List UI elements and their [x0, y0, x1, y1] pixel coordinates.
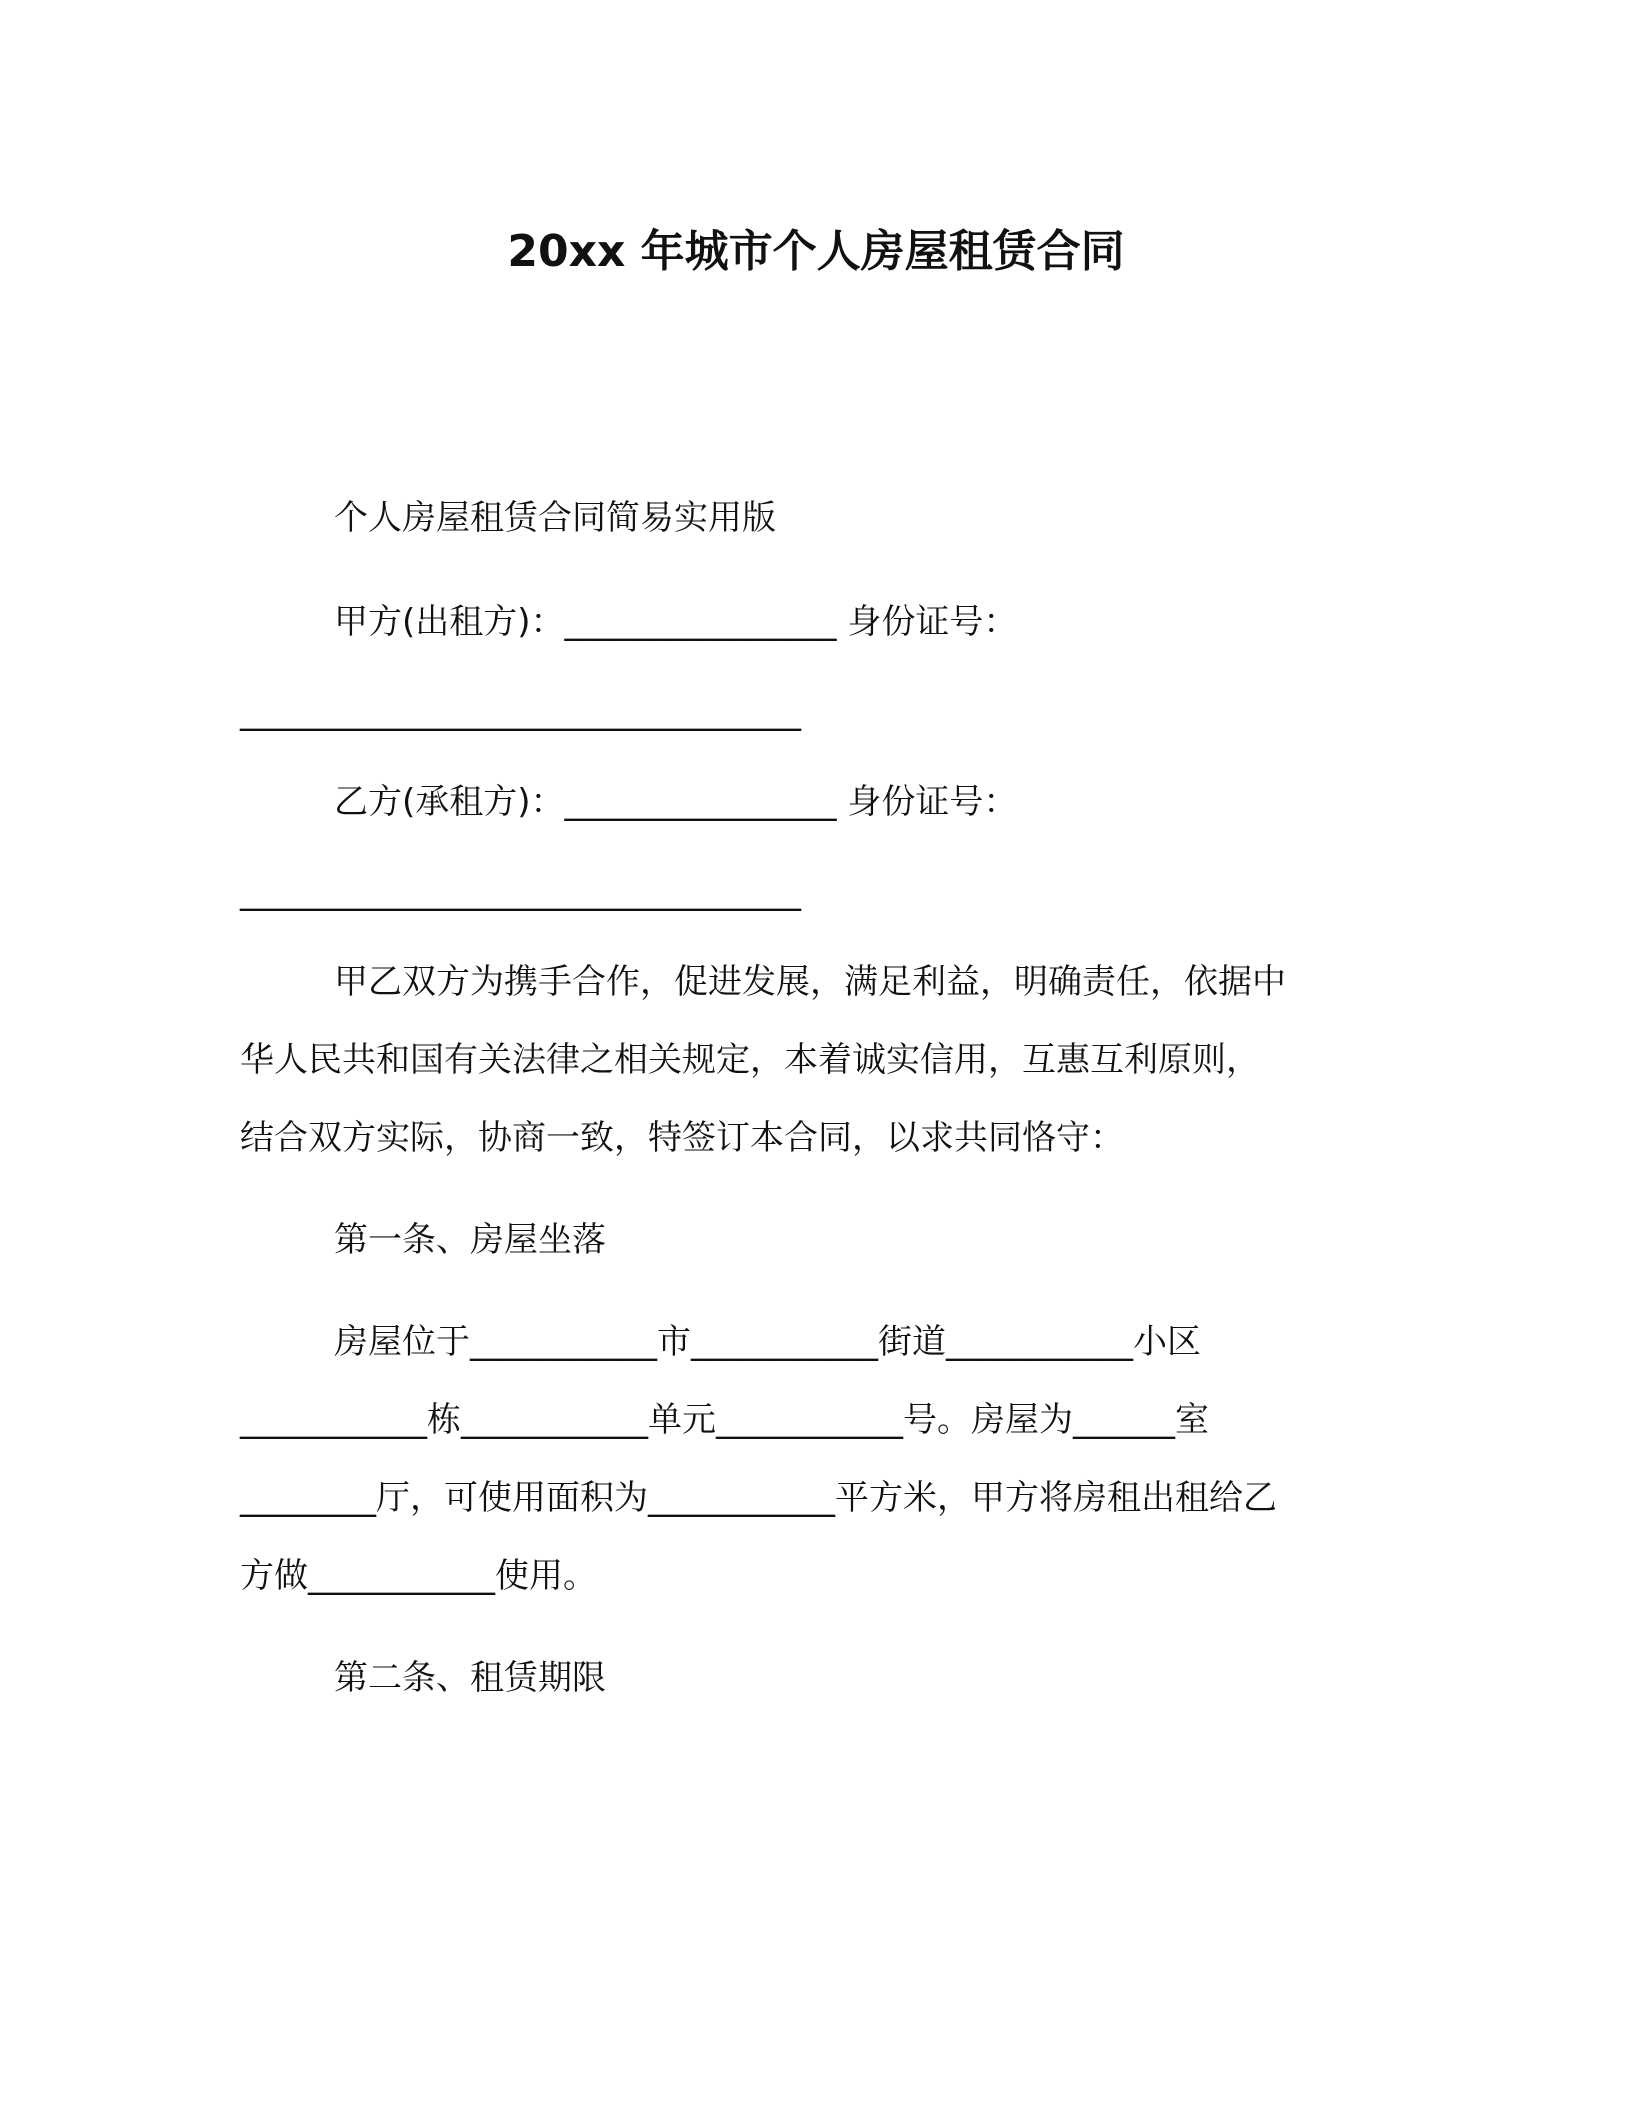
- party-b-id-blank: _________________________________: [240, 872, 801, 912]
- article-2-heading: 第二条、租赁期限: [334, 1658, 606, 1698]
- article-1-line-2: ___________栋___________单元___________号。房屋为______室: [240, 1400, 1209, 1440]
- article-1-line-1: 房屋位于___________市___________街道___________小区: [334, 1322, 1201, 1362]
- preamble-line-3: 结合双方实际，协商一致，特签订本合同，以求共同恪守：: [240, 1118, 1124, 1158]
- preamble-line-2: 华人民共和国有关法律之相关规定，本着诚实信用，互惠互利原则，: [240, 1040, 1260, 1080]
- party-a-line: 甲方(出租方)：________________ 身份证号：: [334, 602, 1018, 642]
- party-a-id-blank: _________________________________: [240, 692, 801, 732]
- document-subtitle: 个人房屋租赁合同简易实用版: [334, 498, 776, 538]
- document-title: 20xx 年城市个人房屋租赁合同: [507, 226, 1125, 277]
- preamble-line-1: 甲乙双方为携手合作，促进发展，满足利益，明确责任，依据中: [334, 962, 1286, 1002]
- article-1-line-3: ________厅，可使用面积为___________平方米，甲方将房租出租给乙: [240, 1478, 1277, 1518]
- article-1-line-4: 方做___________使用。: [240, 1556, 597, 1596]
- party-b-line: 乙方(承租方)：________________ 身份证号：: [334, 782, 1018, 822]
- article-1-heading: 第一条、房屋坐落: [334, 1220, 606, 1260]
